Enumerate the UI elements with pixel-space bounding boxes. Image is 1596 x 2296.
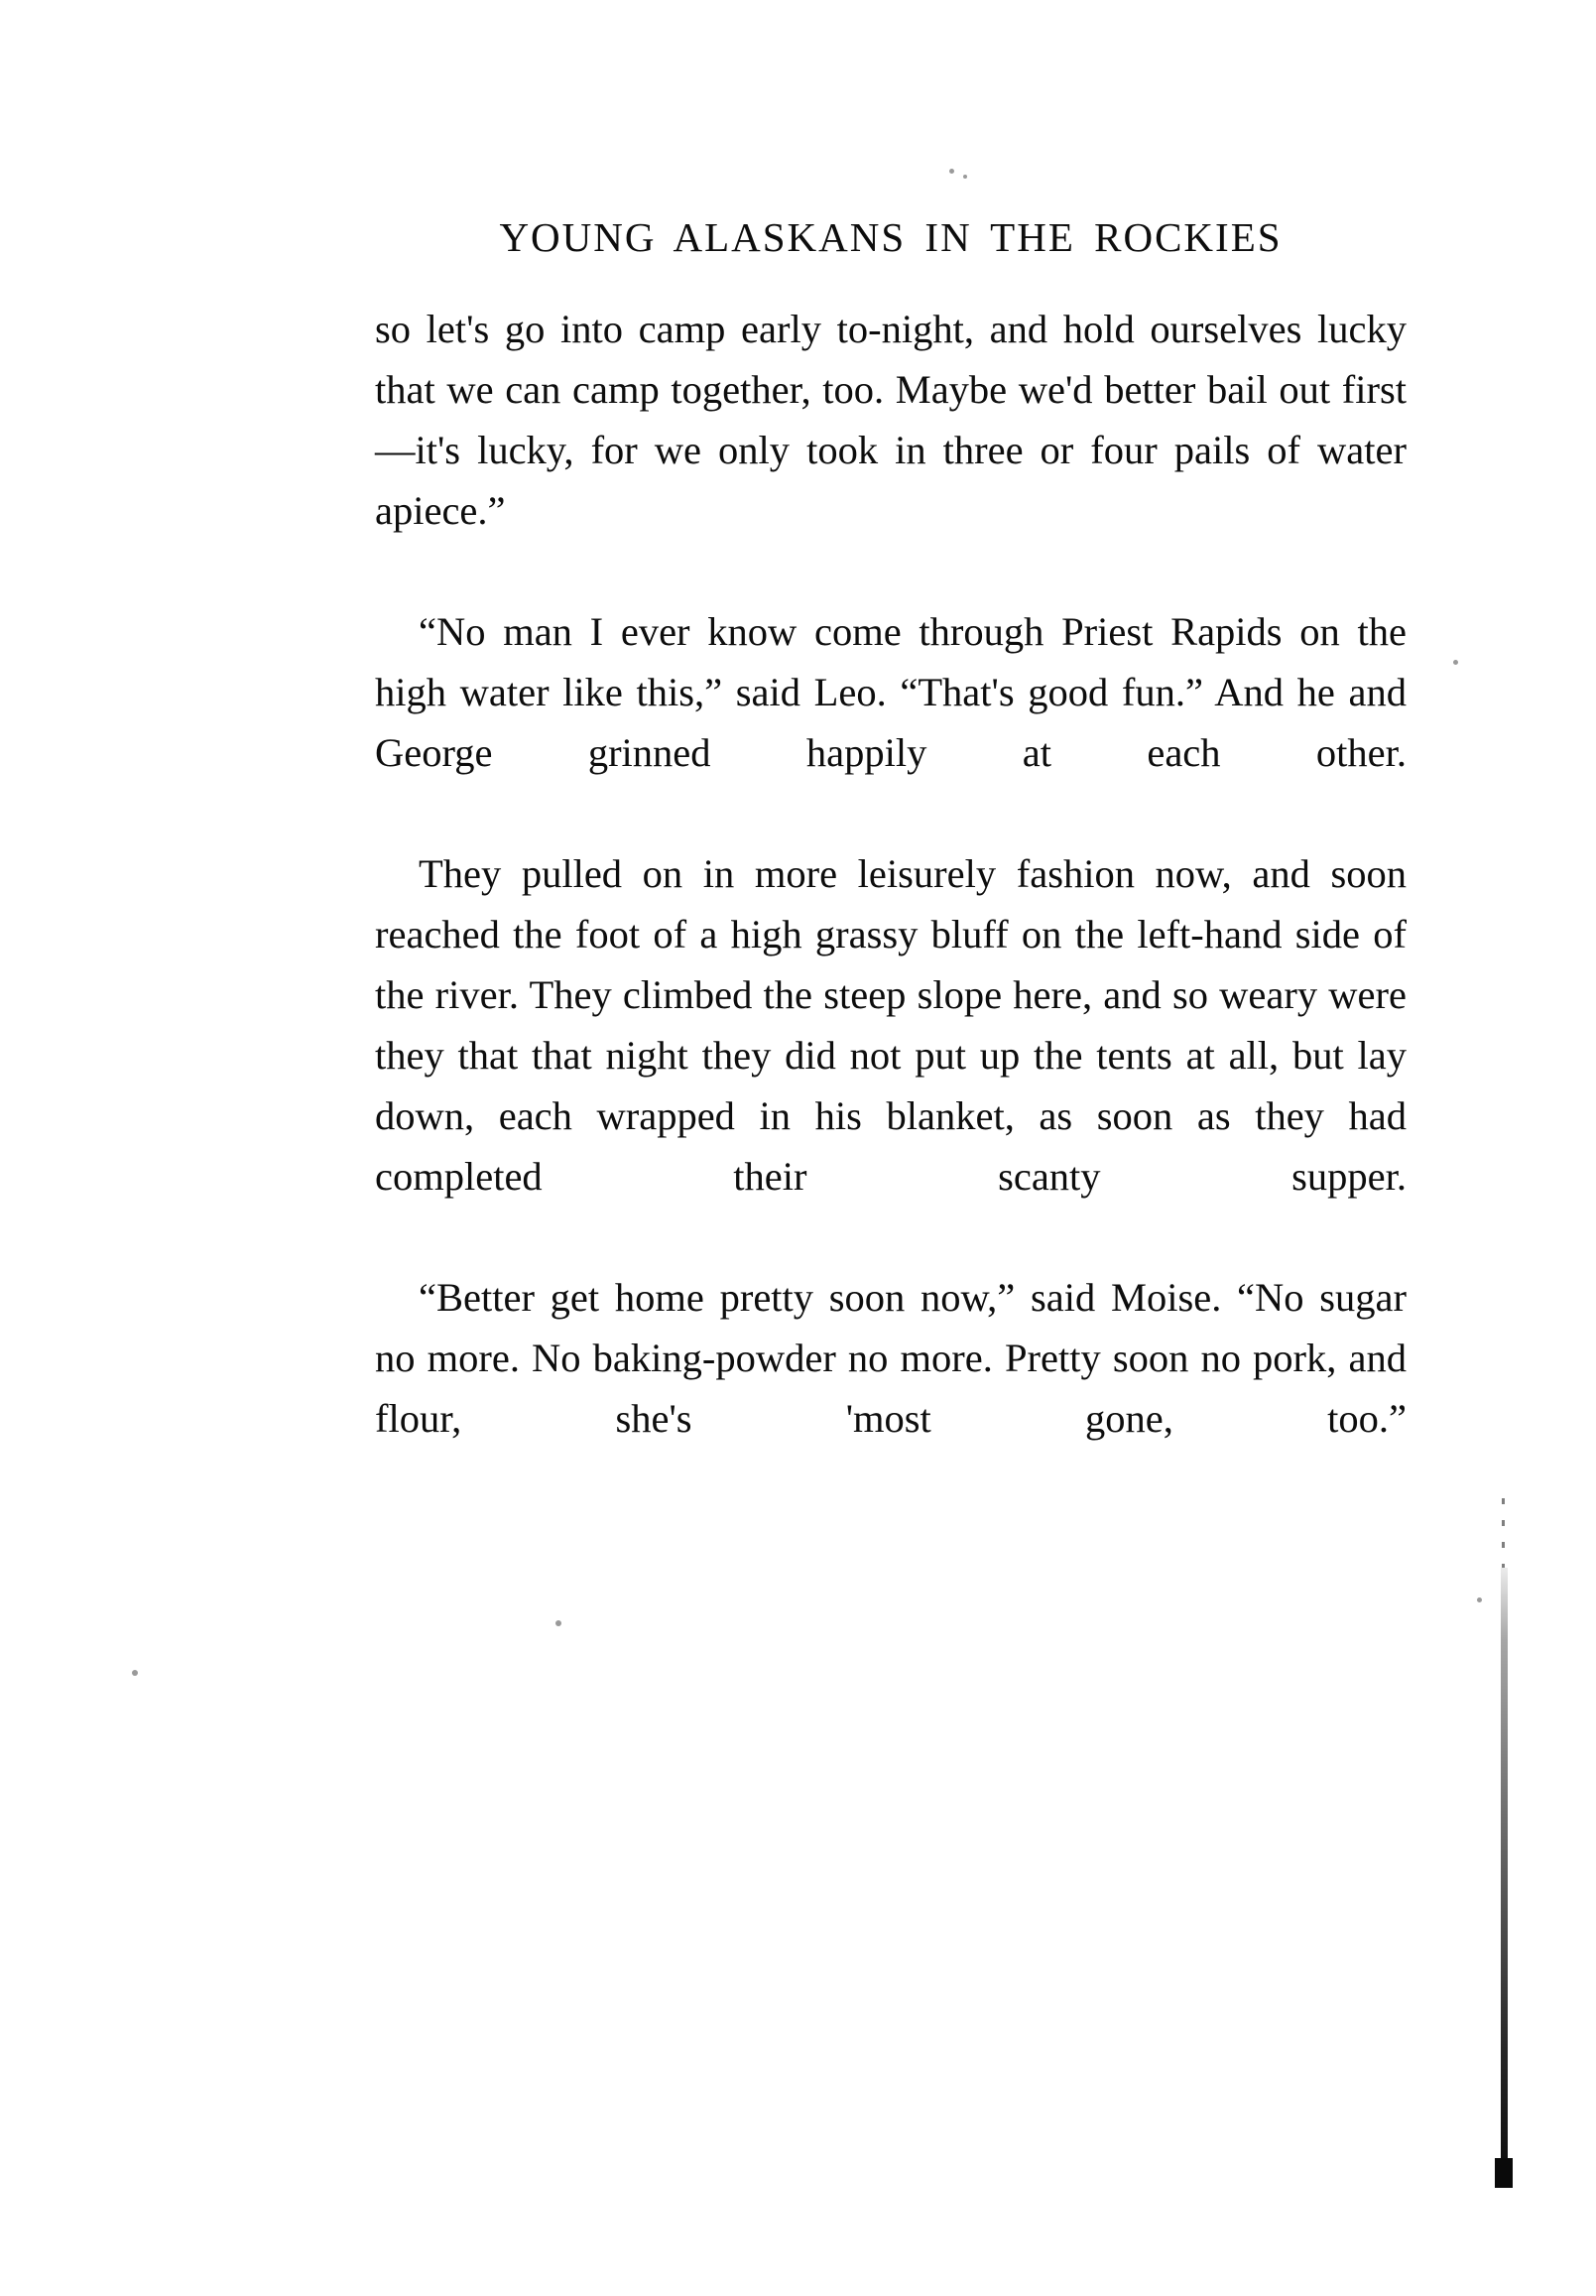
scan-speck [949,169,954,174]
scan-speck [132,1670,138,1676]
paragraph: They pulled on in more leisurely fashion now, and soon reached the foot of a high grassy bluff on the left-hand side of the river. They climbed the steep slope here, and so weary were they that that night they did not put up the tents at all, but lay down, each wrapped in his blanket, as soon as they had completed their scanty supper. [375,851,1407,1199]
page-binding-mark [1495,2158,1513,2188]
paragraph: “No man I ever know come through Priest Rapids on the high water like this,” said Leo. “That's good fun.” And he and George grinned happily at each other. [375,609,1407,775]
page-binding-shadow [1501,1568,1508,2173]
scan-speck [1453,660,1458,665]
paragraph: so let's go into camp early to-night, and hold ourselves lucky that we can camp together, too. Maybe we'd better bail out first—it's lucky, for we only took in three or four pails of water apiece.” [375,307,1407,533]
page-text-block [375,213,1407,1509]
scan-speck [555,1620,561,1626]
scan-edge-ticks [1502,1498,1505,1568]
scan-speck [1477,1597,1482,1602]
scan-speck [963,175,967,179]
running-head: YOUNG ALASKANS IN THE ROCKIES [499,214,1283,260]
paragraph: “Better get home pretty soon now,” said Moise. “No sugar no more. No baking-powder no more. Pretty soon no pork, and flour, she's 'most gone, too.” [375,1275,1407,1441]
